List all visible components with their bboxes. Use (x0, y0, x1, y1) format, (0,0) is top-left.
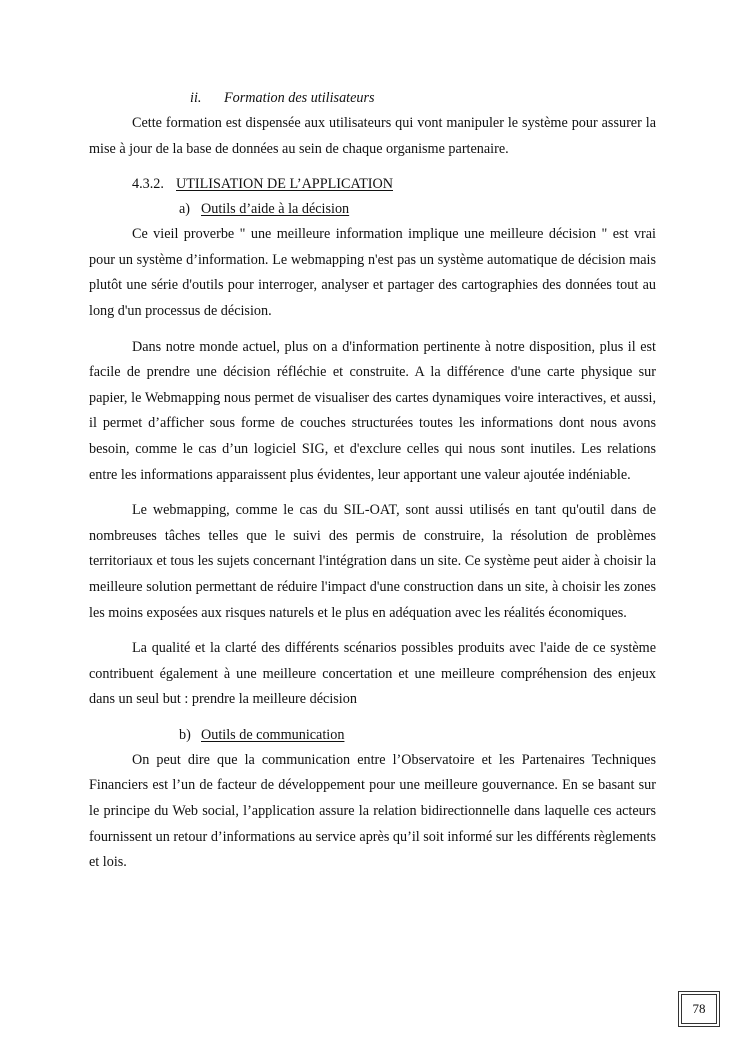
section-heading-utilisation (89, 172, 656, 197)
paragraph-proverbe: Ce vieil proverbe " une meilleure information implique une meilleure décision " est vrai pour un système d’information. Le webmapping n'est pas un système automatique de décision mais plutôt une série d'outils pour interroger, analyser et partager des cartographies des données tout au long d'un processus de décision. (89, 226, 656, 319)
section-title: UTILISATION DE L’APPLICATION (176, 176, 393, 193)
subheading-b-number: b) (179, 726, 191, 743)
subheading-outils-communication (89, 723, 656, 748)
paragraph-monde-actuel: Dans notre monde actuel, plus on a d'information pertinente à notre disposition, plus il est facile de prendre une décision réfléchie et construite. A la différence d'une carte physique sur papier, le Webmapping nous permet de visualiser des cartes dynamiques voire interactives, et aussi, il permet d’afficher sous forme de couches structurées toutes les informations dont nous avons besoin, comme le cas d’un logiciel SIG, et d'exclure celles qui nous sont inutiles. Les relations entre les informations apparaissent plus évidentes, leur apportant une valeur ajoutée indéniable. (89, 338, 656, 483)
page-number: 78 (692, 1001, 706, 1016)
paragraph-communication: On peut dire que la communication entre l’Observatoire et les Partenaires Techniques Financiers est l’un de facteur de développement pour une meilleure gouvernance. En se basant sur le principe du Web social, l’application assure la relation bidirectionnelle dans laquelle ces acteurs fournissent un retour d’informations au service après qu’il soit informé sur les différents règlements et lois. (89, 751, 656, 871)
subsection-title: Formation des utilisateurs (224, 90, 375, 106)
page-number-box (678, 991, 720, 1027)
section-number: 4.3.2. (132, 176, 164, 193)
paragraph-qualite-clarte: La qualité et la clarté des différents scénarios possibles produits avec l'aide de ce système contribuent également à une meilleure concertation et une meilleure compréhension des enjeux dans un seul but : prendre la meilleure décision (89, 640, 656, 708)
paragraph-formation: Cette formation est dispensée aux utilisateurs qui vont manipuler le système pour assurer la mise à jour de la base de données au sein de chaque organisme partenaire. (89, 115, 656, 157)
paragraph-webmapping-sil-oat: Le webmapping, comme le cas du SIL-OAT, sont aussi utilisés en tant qu'outil dans de nombreuses tâches telles que le suivi des permis de construire, la résolution de problèmes territoriaux et tous les sujets concernant l'intégration dans un site. Ce système peut aider à choisir la meilleure solution permettant de réduire l'impact d'une construction dans un site, à choisir les zones les moins exposées aux risques naturels et le plus en adéquation avec les réalités économiques. (89, 502, 656, 621)
subheading-a-title: Outils d’aide à la décision (201, 201, 350, 218)
subheading-outils-aide-decision (89, 197, 656, 222)
page-content (89, 86, 656, 876)
subheading-a-number: a) (179, 201, 191, 218)
subsection-number: ii. (190, 90, 202, 106)
subheading-b-title: Outils de communication (201, 726, 345, 743)
subsection-heading-formation (89, 86, 656, 111)
